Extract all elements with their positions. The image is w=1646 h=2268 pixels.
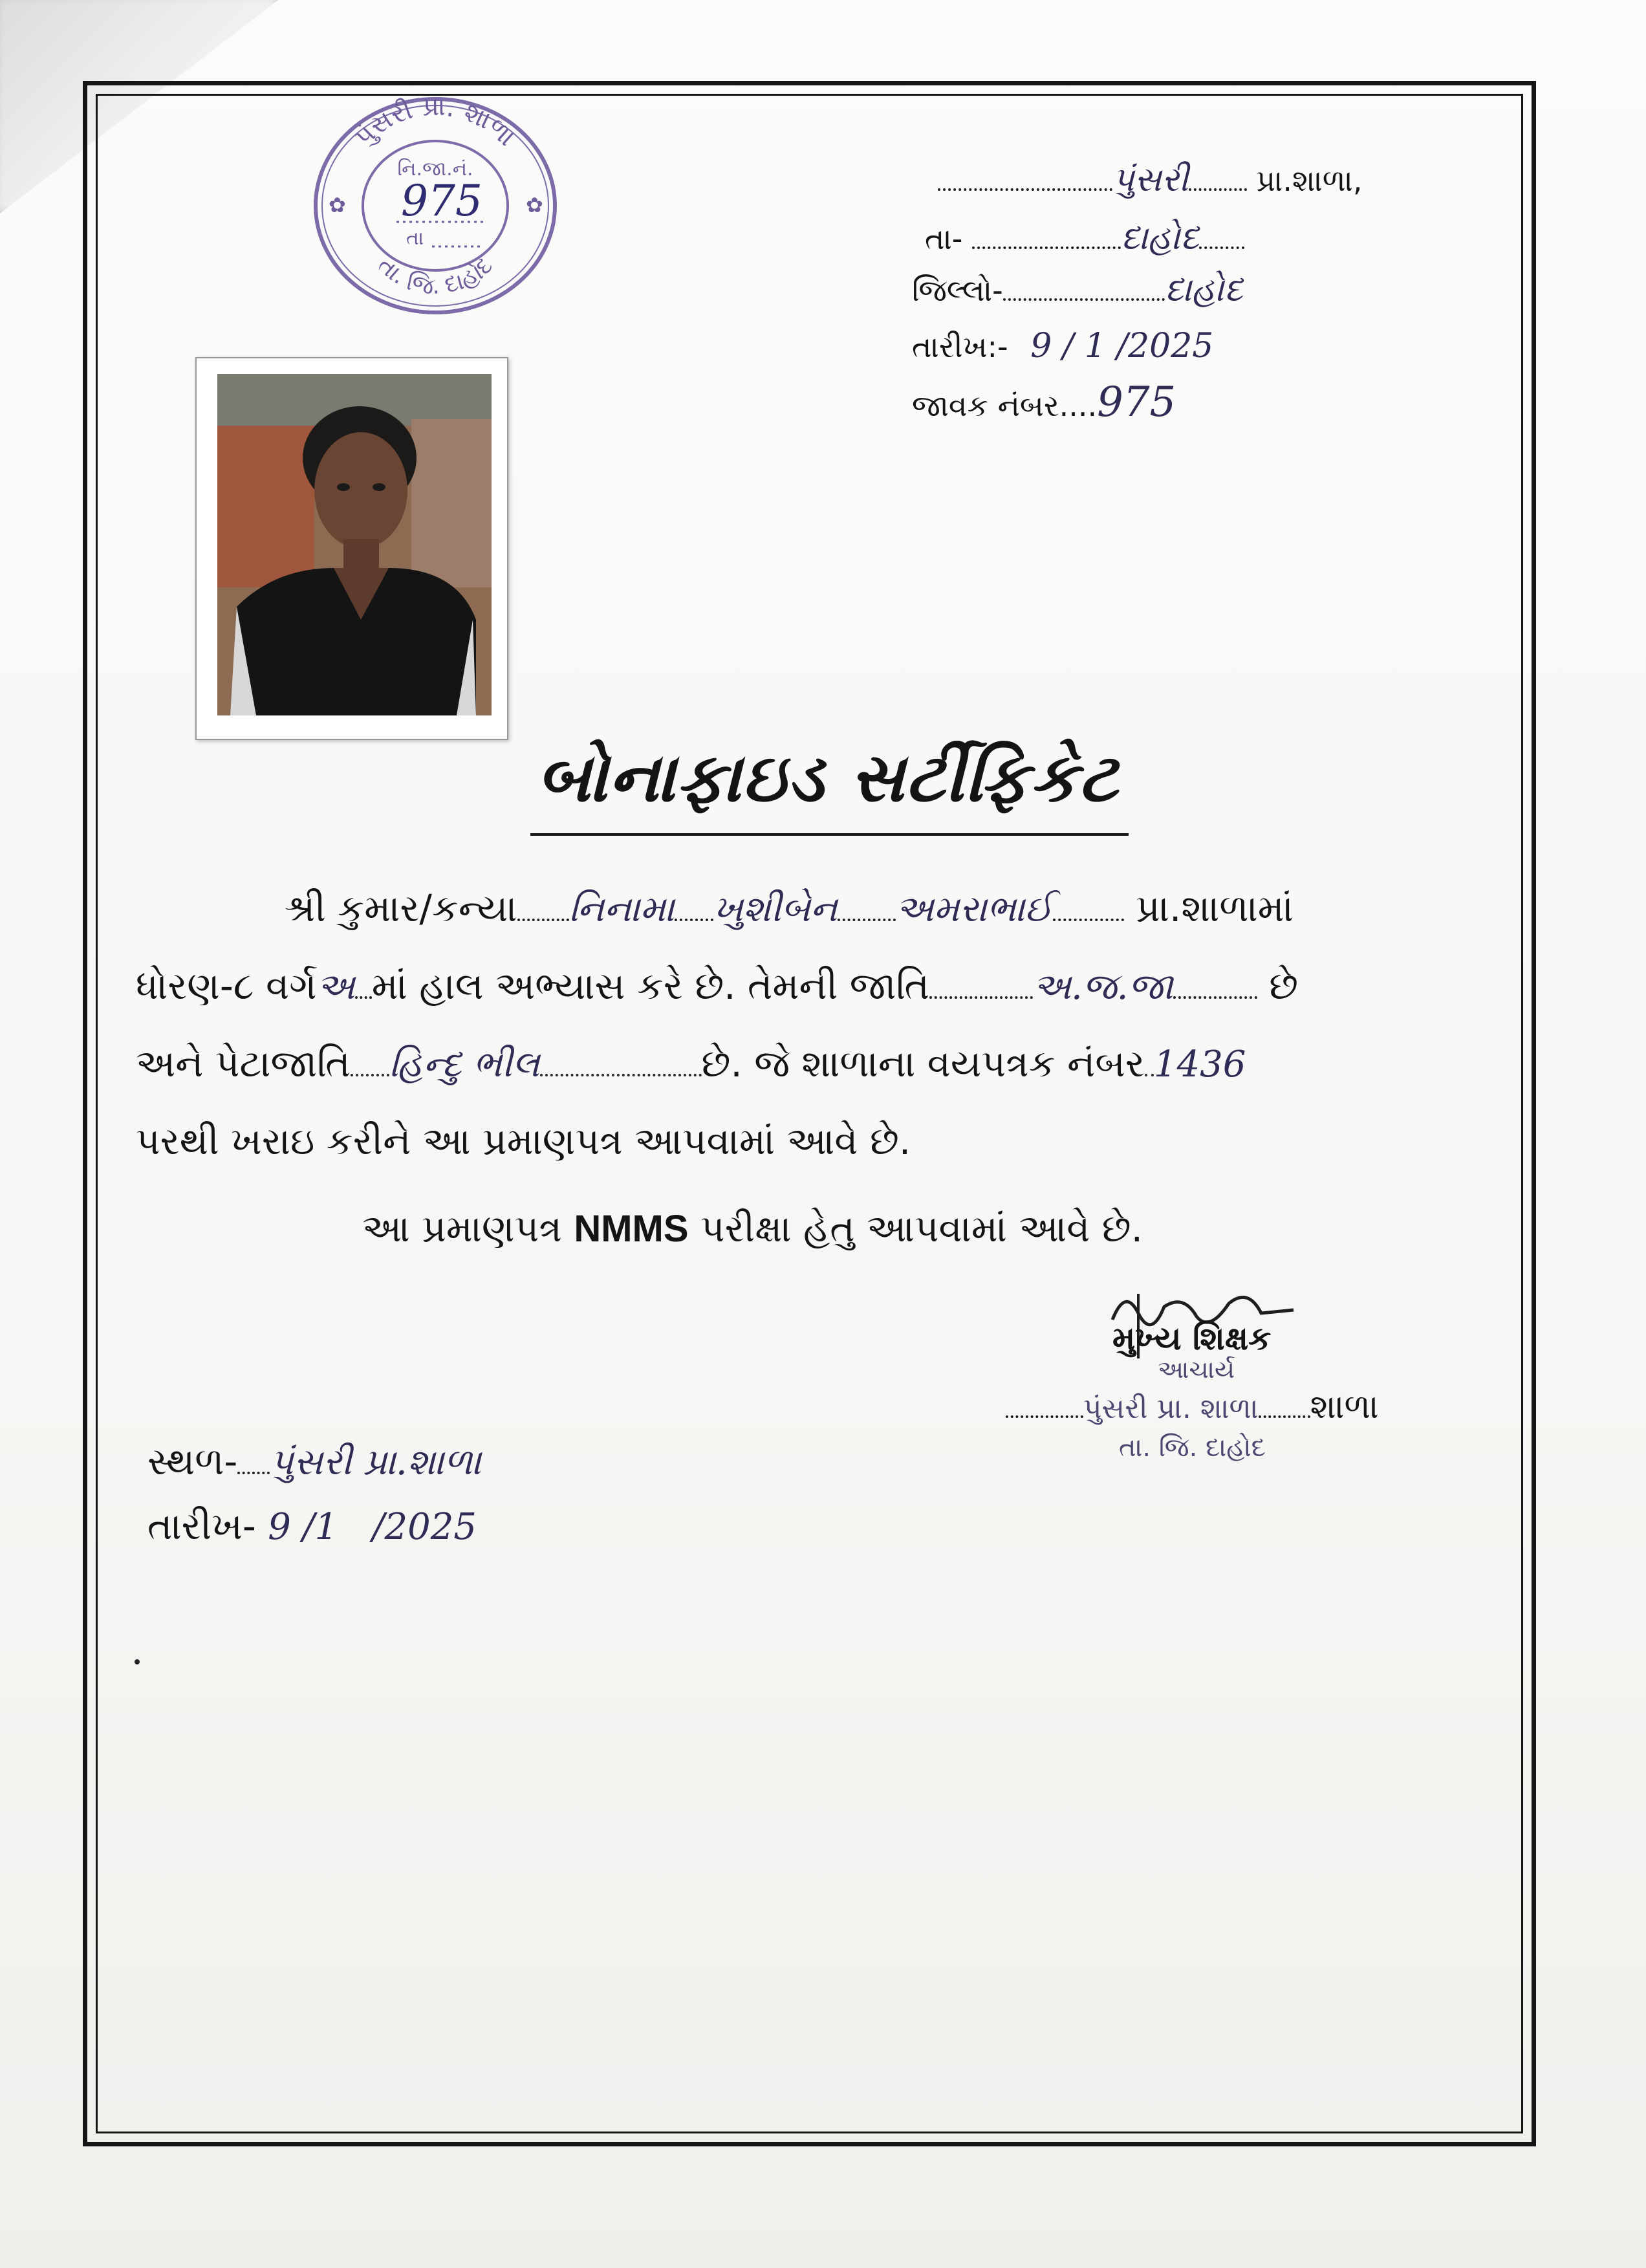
header-outward-label: જાવક નંબર....	[912, 388, 1098, 423]
signature-place: તા. જિ. દાહોદ	[1119, 1433, 1266, 1463]
header-school-value: પુંસરી	[1112, 160, 1189, 199]
signature-school-suffix: શાળા	[1310, 1388, 1379, 1426]
svg-text:✿: ✿	[329, 193, 346, 217]
stamp-bottom-text: તા. જિ. દાહોદ	[372, 252, 498, 301]
stamp-line1: નિ.જા.નં.	[397, 158, 473, 180]
header-school-row	[938, 160, 1363, 200]
header-taluka-label: તા-	[925, 221, 963, 256]
header-outward-value: 975	[1097, 378, 1176, 426]
student-photo	[217, 374, 492, 715]
header-date-label: તારીખ:-	[912, 329, 1008, 364]
body-l5-prefix: આ પ્રમાણપત્ર	[362, 1206, 562, 1250]
student-subcaste: હિન્દુ ભીલ	[389, 1043, 540, 1085]
body-l1-suffix: પ્રા.શાળામાં	[1136, 886, 1294, 930]
exam-name: NMMS	[574, 1208, 689, 1250]
certificate-title: બોનાફાઇડ સર્ટીફિકેટ	[536, 737, 1120, 817]
header-district-row	[912, 270, 1243, 310]
body-line-3	[136, 1041, 1246, 1086]
footer-place-row	[147, 1439, 481, 1484]
footer-date-value: 9 /1 /2025	[268, 1506, 477, 1548]
svg-text:પુંસરી પ્રા. શાળા	[349, 93, 521, 152]
student-class: અ	[316, 966, 355, 1008]
student-caste: અ.જ.જા	[1032, 966, 1173, 1008]
student-father-name: અમરાભાઈ	[895, 888, 1053, 930]
school-stamp	[309, 93, 561, 319]
body-l2-mid: માં હાલ અભ્યાસ કરે છે. તેમની જાતિ	[371, 964, 929, 1008]
signature-role-stamp: આચાર્ય	[1158, 1355, 1235, 1384]
body-line-5	[362, 1206, 1143, 1251]
student-surname: નિનામા	[569, 888, 675, 930]
header-taluka-row	[925, 219, 1244, 258]
header-district-label: જિલ્લો-	[912, 273, 1003, 308]
body-l2-suffix: છે	[1269, 964, 1299, 1008]
signature-school-row	[1006, 1388, 1379, 1427]
svg-text:✿: ✿	[526, 193, 543, 217]
stamp-top-text: પુંસરી પ્રા. શાળા	[349, 93, 521, 153]
body-line-1	[285, 886, 1294, 931]
stray-dot	[135, 1659, 140, 1664]
student-first-name: ખુશીબેન	[713, 888, 838, 930]
header-taluka-value: દાહોદ	[1121, 219, 1199, 257]
title-underline	[530, 833, 1129, 836]
footer-date-label: તારીખ-	[147, 1504, 256, 1548]
stamp-line2: તા	[406, 227, 424, 250]
register-number: 1436	[1153, 1043, 1246, 1085]
body-l5-suffix: પરીક્ષા હેતુ આપવામાં આવે છે.	[700, 1206, 1143, 1250]
body-l1-prefix: શ્રી કુમાર/કન્યા	[285, 886, 517, 930]
header-district-value: દાહોદ	[1164, 270, 1243, 309]
header-outward-row	[912, 378, 1176, 426]
body-l3-prefix: અને પેટાજાતિ	[136, 1041, 351, 1085]
footer-place-value: પુંસરી પ્રા.શાળા	[270, 1441, 482, 1483]
body-line-4: પરથી ખરાઇ કરીને આ પ્રમાણપત્ર આપવામાં આવે છે.	[136, 1119, 911, 1163]
body-l2-prefix: ધોરણ-૮ વર્ગ	[136, 964, 317, 1008]
body-l3-mid: છે. જે શાળાના વયપત્રક નંબર	[701, 1041, 1145, 1085]
header-date-value: 9 / 1 /2025	[1030, 327, 1214, 365]
header-school-suffix: પ્રા.શાળા,	[1256, 163, 1363, 198]
signature-role: મુખ્ય શિક્ષક	[1112, 1320, 1272, 1357]
svg-text:તા. જિ. દાહોદ	[373, 252, 498, 300]
footer-date-row	[147, 1504, 477, 1549]
header-date-row	[912, 327, 1213, 365]
footer-place-label: સ્થળ-	[147, 1439, 238, 1483]
signature-school-value: પુંસરી પ્રા. શાળા	[1083, 1392, 1259, 1425]
body-line-2	[136, 964, 1298, 1009]
stamp-number: 975	[401, 176, 482, 226]
